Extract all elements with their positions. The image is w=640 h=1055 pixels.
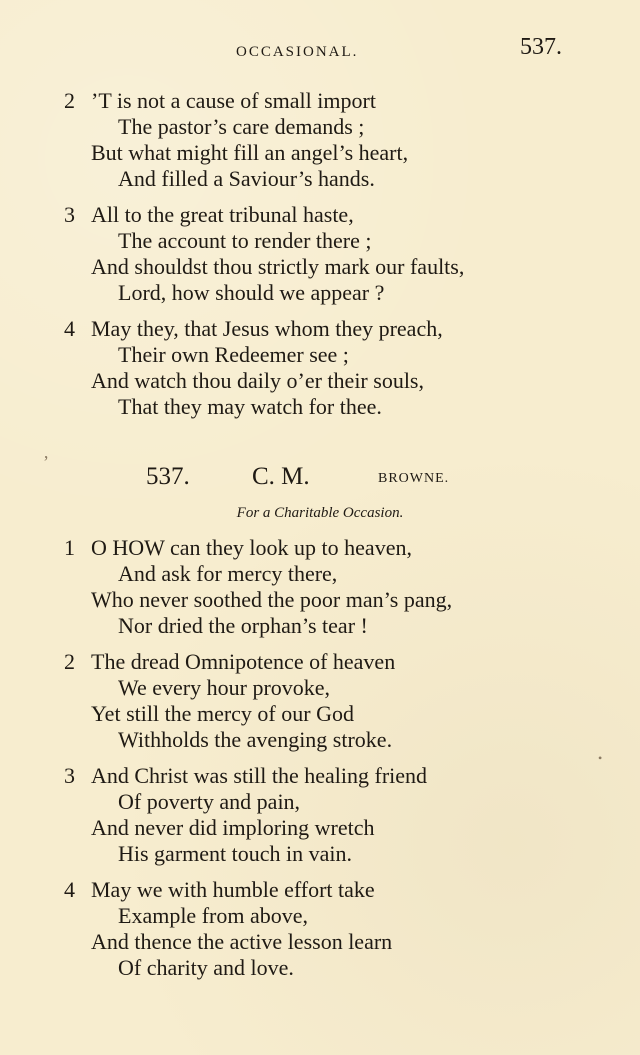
stanza-line: 3 And Christ was still the healing friend	[64, 763, 428, 788]
stanza-3	[64, 763, 574, 867]
stanza-line: The pastor’s care demands ;	[118, 114, 365, 139]
stanza-number: 1	[64, 535, 75, 560]
stanza-line: And shouldst thou strictly mark our faults,	[91, 254, 465, 279]
stanza-4	[64, 877, 574, 981]
stanza-line: Of poverty and pain,	[118, 789, 301, 814]
stanza-line: Example from above,	[118, 903, 308, 928]
stanza-line: Who never soothed the poor man’s pang,	[91, 587, 453, 612]
stanza-number: 2	[64, 88, 75, 113]
hymn-number: 537.	[146, 463, 190, 490]
stanza-number: 3	[64, 202, 75, 227]
page-number: 537.	[520, 34, 562, 60]
meter: C. M.	[252, 463, 310, 490]
stanza-line: We every hour provoke,	[118, 675, 331, 700]
stanza-line: And thence the active lesson learn	[91, 929, 393, 954]
running-head: OCCASIONAL.	[236, 44, 359, 60]
stanza-line: 4 May they, that Jesus whom they preach,	[64, 316, 443, 341]
hymn-stanzas	[64, 535, 574, 991]
stanza-number: 3	[64, 763, 75, 788]
hymn-heading	[0, 463, 640, 491]
stanza-2	[64, 649, 574, 753]
stanza-line: And filled a Saviour’s hands.	[118, 166, 375, 191]
stanza-line: And ask for mercy there,	[118, 561, 338, 586]
stanza-number: 4	[64, 316, 75, 341]
stanza-3	[64, 202, 574, 306]
stanza-line: That they may watch for thee.	[118, 394, 382, 419]
stanza-line: And watch thou daily o’er their souls,	[91, 368, 424, 393]
stanza-line: And never did imploring wretch	[91, 815, 375, 840]
stanza-line: 2 ’T is not a cause of small import	[64, 88, 376, 113]
stanza-line: 3 All to the great tribunal haste,	[64, 202, 354, 227]
stanza-line: Yet still the mercy of our God	[91, 701, 354, 726]
stanza-line: Withholds the avenging stroke.	[118, 727, 393, 752]
stanza-number: 2	[64, 649, 75, 674]
stanza-1	[64, 535, 574, 639]
stanza-line: But what might fill an angel’s heart,	[91, 140, 409, 165]
page-header	[0, 34, 640, 66]
stanza-number: 4	[64, 877, 75, 902]
stanza-line: Of charity and love.	[118, 955, 294, 980]
margin-mark: ʼ	[43, 452, 49, 472]
stanza-line: 1 O HOW can they look up to heaven,	[64, 535, 412, 560]
margin-dot: •	[598, 751, 603, 765]
stanza-line: 4 May we with humble effort take	[64, 877, 375, 902]
author: BROWNE.	[378, 471, 450, 486]
stanza-line: Their own Redeemer see ;	[118, 342, 349, 367]
stanza-line: Lord, how should we appear ?	[118, 280, 385, 305]
stanza-line: His garment touch in vain.	[118, 841, 353, 866]
stanza-2	[64, 88, 574, 192]
occasion-subtitle: For a Charitable Occasion.	[236, 505, 404, 521]
stanza-line: Nor dried the orphan’s tear !	[118, 613, 368, 638]
stanza-line: The account to render there ;	[118, 228, 372, 253]
stanza-4	[64, 316, 574, 420]
stanza-line: 2 The dread Omnipotence of heaven	[64, 649, 396, 674]
top-stanzas	[64, 88, 574, 430]
